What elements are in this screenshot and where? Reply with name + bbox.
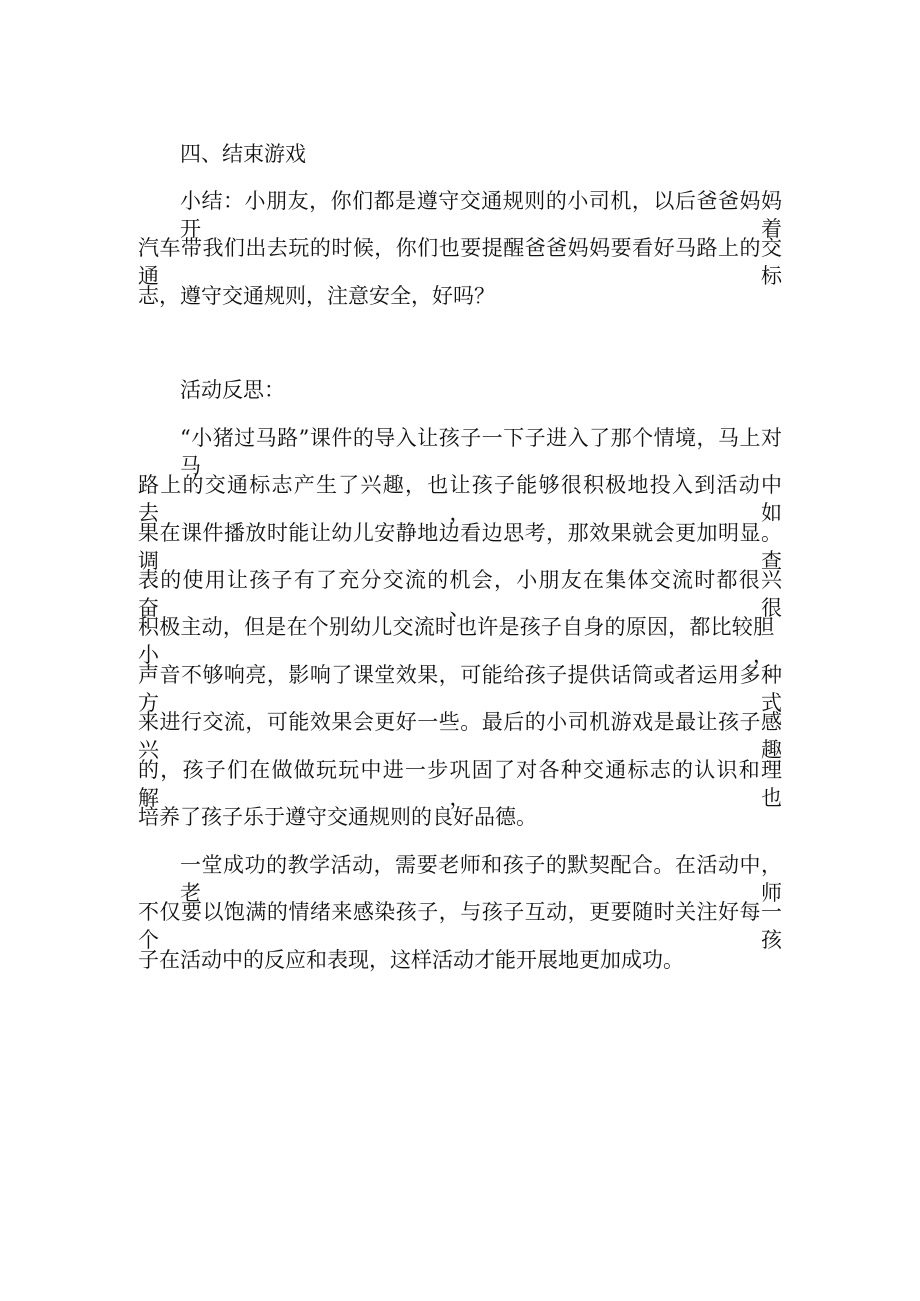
summary-line-3: 志，遵守交通规则，注意安全，好吗？ — [138, 284, 495, 308]
reflection-p1-line-5: 积极主动，但是在个别幼儿交流时也许是孩子自身的原因，都比较胆小， — [138, 615, 774, 667]
reflection-p1-line-4: 表的使用让孩子有了充分交流的机会，小朋友在集体交流时都很兴奋、很 — [138, 568, 782, 620]
reflection-p1-line-8: 的，孩子们在做做玩玩中进一步巩固了对各种交通标志的认识和理解，也 — [138, 758, 782, 810]
reflection-p1-line-6: 声音不够响亮，影响了课堂效果，可能给孩子提供话筒或者运用多种方式 — [138, 663, 782, 715]
reflection-p2-line-1: 一堂成功的教学活动，需要老师和孩子的默契配合。在活动中，老师 — [180, 853, 782, 905]
reflection-p1-line-9: 培养了孩子乐于遵守交通规则的良好品德。 — [138, 805, 537, 829]
reflection-p1-line-7: 来进行交流，可能效果会更好一些。最后的小司机游戏是最让孩子感兴趣 — [138, 710, 782, 762]
reflection-p1-line-3: 果在课件播放时能让幼儿安静地边看边思考，那效果就会更加明显。调查 — [138, 521, 782, 573]
reflection-p2-line-2: 不仅要以饱满的情绪来感染孩子，与孩子互动，更要随时关注好每一个孩 — [138, 900, 782, 952]
summary-line-1: 小结：小朋友，你们都是遵守交通规则的小司机，以后爸爸妈妈开着 — [180, 189, 782, 241]
section-heading: 四、结束游戏 — [180, 142, 306, 166]
reflection-p2-line-3: 子在活动中的反应和表现，这样活动才能开展地更加成功。 — [138, 948, 684, 972]
reflection-p1-line-1: “小猪过马路”课件的导入让孩子一下子进入了那个情境，马上对马 — [180, 426, 782, 478]
summary-line-2: 汽车带我们出去玩的时候，你们也要提醒爸爸妈妈要看好马路上的交通标 — [138, 236, 782, 288]
reflection-p1-line-2: 路上的交通标志产生了兴趣，也让孩子能够很积极地投入到活动中去，如 — [138, 473, 782, 525]
reflection-heading: 活动反思： — [180, 378, 285, 402]
